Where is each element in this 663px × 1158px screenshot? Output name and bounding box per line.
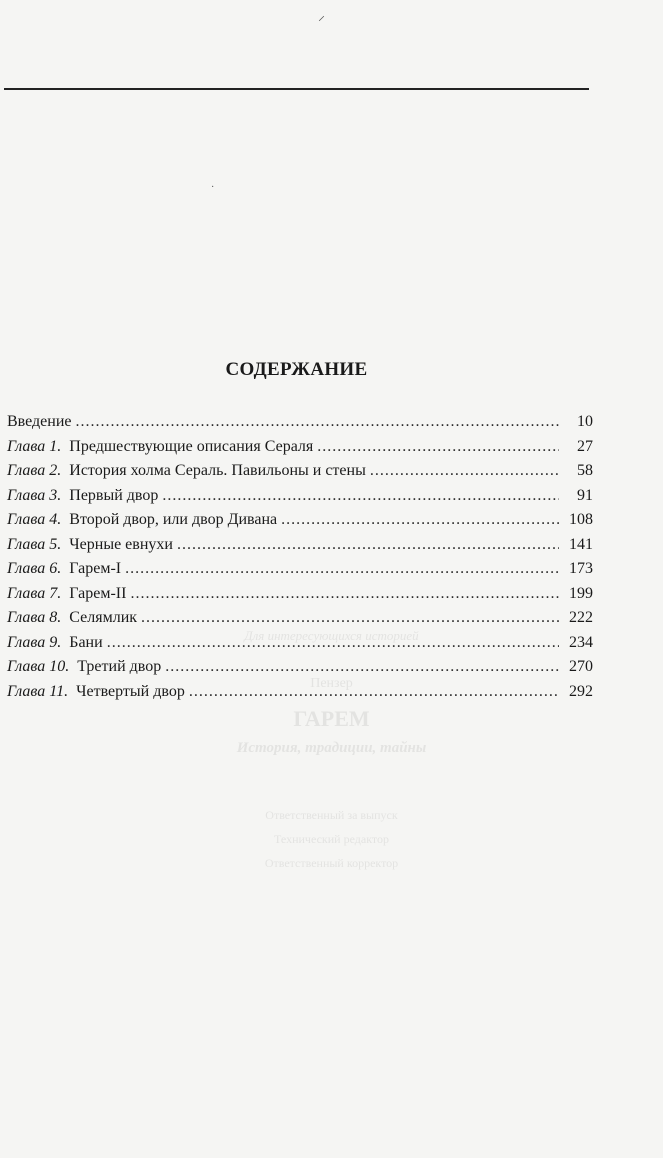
toc-entry-title: Третий двор	[77, 658, 162, 675]
chapter-label: Глава 1.	[7, 437, 62, 455]
chapter-label: Глава 10.	[7, 658, 70, 675]
toc-entry-chapter-6[interactable]	[7, 557, 593, 582]
print-speck: ·	[211, 182, 215, 193]
toc-page-number: 270	[569, 658, 593, 675]
toc-entry-chapter-7[interactable]	[7, 582, 593, 607]
chapter-label: Глава 7.	[7, 584, 62, 602]
toc-page-number: 222	[569, 609, 593, 626]
chapter-label: Глава 6.	[7, 560, 62, 577]
toc-page-number: 58	[577, 462, 593, 479]
chapter-label: Глава 4.	[7, 511, 62, 528]
chapter-label: Глава 9.	[7, 633, 62, 651]
leader-dots	[107, 631, 559, 656]
show-through-text: Ответственный корректор	[264, 856, 399, 870]
leader-dots	[317, 435, 559, 460]
leader-dots	[125, 557, 559, 582]
toc-page-number: 173	[569, 560, 593, 577]
show-through-text: ГАРЕМ	[293, 706, 370, 731]
leader-dots	[130, 582, 559, 607]
toc-entry-title: Первый двор	[69, 486, 159, 504]
show-through-text: Технический редактор	[274, 832, 389, 846]
leader-dots	[141, 606, 559, 631]
toc-entry-title: Бани	[69, 633, 103, 651]
leader-dots	[189, 680, 559, 705]
table-of-contents	[7, 410, 593, 704]
toc-entry-chapter-5[interactable]	[7, 533, 593, 558]
leader-dots	[165, 655, 559, 680]
leader-dots	[177, 533, 559, 558]
leader-dots	[76, 410, 560, 435]
show-through-text: Для интересующихся историей	[244, 628, 419, 643]
chapter-label: Глава 2.	[7, 462, 62, 479]
toc-page-number: 292	[569, 682, 593, 700]
chapter-label: Глава 3.	[7, 486, 62, 504]
leader-dots	[281, 508, 559, 533]
toc-page-number: 108	[569, 511, 593, 528]
toc-page-number: 234	[569, 633, 593, 651]
show-through-text: История, традиции, тайны	[236, 740, 427, 756]
toc-entry-chapter-4[interactable]	[7, 508, 593, 533]
toc-entry-chapter-3[interactable]	[7, 484, 593, 509]
print-speck: ⸝	[318, 9, 325, 24]
toc-page-number: 199	[569, 584, 593, 602]
toc-entry-chapter-11[interactable]	[7, 680, 593, 705]
toc-entry-chapter-1[interactable]	[7, 435, 593, 460]
chapter-label: Глава 5.	[7, 535, 62, 553]
toc-entry-title: Предшествующие описания Сераля	[69, 437, 314, 455]
toc-page-number: 141	[569, 535, 593, 553]
toc-page-number: 27	[577, 437, 593, 455]
show-through-text: Ответственный за выпуск	[265, 808, 398, 822]
toc-entry-title: Введение	[7, 413, 72, 430]
toc-entry-title: Четвертый двор	[76, 682, 185, 700]
show-through-text: Пензер	[310, 676, 353, 691]
top-rule	[4, 88, 589, 90]
toc-entry-title: Гарем-I	[69, 560, 122, 577]
leader-dots	[162, 484, 559, 509]
chapter-label: Глава 8.	[7, 609, 62, 626]
chapter-label: Глава 11.	[7, 682, 69, 700]
toc-entry-introduction[interactable]	[7, 410, 593, 435]
toc-entry-chapter-9[interactable]	[7, 631, 593, 656]
toc-entry-title: Второй двор, или двор Дивана	[69, 511, 278, 528]
toc-entry-title: Селямлик	[69, 609, 138, 626]
toc-entry-title: Черные евнухи	[69, 535, 173, 553]
toc-page-number: 10	[577, 413, 593, 430]
toc-entry-chapter-10[interactable]	[7, 655, 593, 680]
toc-entry-title: История холма Сераль. Павильоны и стены	[69, 462, 366, 479]
toc-heading: СОДЕРЖАНИЕ	[225, 359, 368, 380]
leader-dots	[370, 459, 559, 484]
toc-entry-chapter-2[interactable]	[7, 459, 593, 484]
toc-entry-title: Гарем-II	[69, 584, 127, 602]
toc-entry-chapter-8[interactable]	[7, 606, 593, 631]
toc-page-number: 91	[577, 486, 593, 504]
